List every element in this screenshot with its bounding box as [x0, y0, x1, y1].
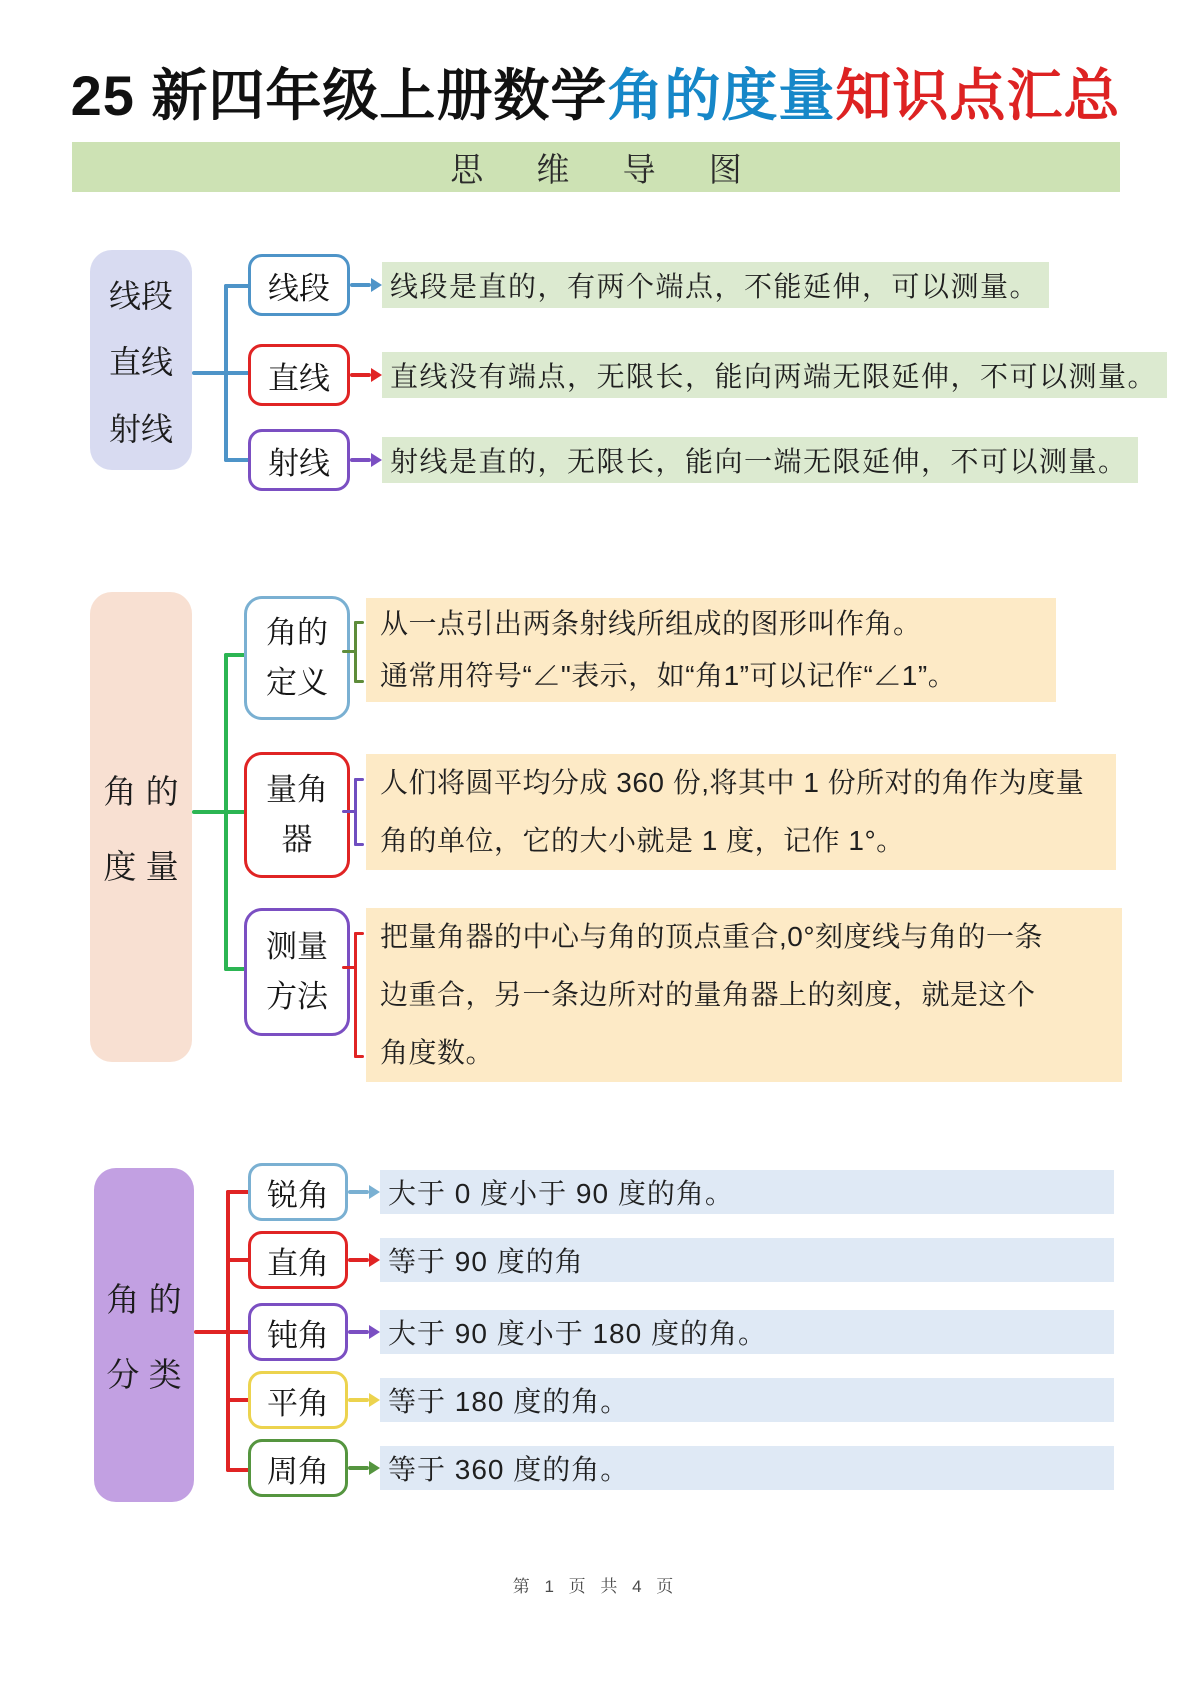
connector-line — [354, 621, 364, 624]
node-straight-angle: 平角 — [248, 1371, 348, 1429]
connector-line — [354, 932, 357, 1058]
branch-row-line-segment — [248, 257, 1049, 313]
arrow-icon — [350, 453, 382, 467]
title-part-black: 25 新四年级上册数学 — [70, 64, 608, 127]
page-footer: 第 1 页 共 4 页 — [512, 1577, 679, 1596]
description-measuring-method: 把量角器的中心与角的顶点重合,0°刻度线与角的一条 边重合，另一条边所对的量角器上的刻度，就是这个 角度数。 — [366, 908, 1122, 1082]
node-round-angle: 周角 — [248, 1439, 348, 1497]
branch-row-round-angle — [248, 1442, 1114, 1494]
connector-line — [226, 1468, 250, 1472]
description-acute-angle: 大于 0 度小于 90 度的角。 — [380, 1170, 1114, 1214]
connector-line — [354, 1055, 364, 1058]
connector-line — [192, 810, 248, 814]
title-part-blue: 角的度量 — [607, 64, 836, 127]
arrow-icon — [350, 278, 382, 292]
node-angle-definition: 角的 定义 — [244, 596, 350, 720]
connector-line — [194, 1330, 250, 1334]
node-right-angle: 直角 — [248, 1231, 348, 1289]
arrow-icon — [348, 1461, 380, 1475]
root-node-angle-classification: 角 的 分 类 — [94, 1168, 194, 1502]
root-node-angle-measurement: 角 的 度 量 — [90, 592, 192, 1062]
connector-line — [226, 1190, 250, 1194]
title-part-red: 知识点汇总 — [835, 64, 1121, 127]
node-protractor: 量角 器 — [244, 752, 350, 878]
description-ray: 射线是直的，无限长，能向一端无限延伸，不可以测量。 — [382, 437, 1138, 483]
connector-line — [224, 284, 250, 288]
description-obtuse-angle: 大于 90 度小于 180 度的角。 — [380, 1310, 1114, 1354]
node-ray: 射线 — [248, 429, 350, 491]
root-node-lines: 线段 直线 射线 — [90, 250, 192, 470]
branch-row-straight-angle — [248, 1374, 1114, 1426]
arrow-icon — [348, 1253, 380, 1267]
connector-line — [224, 458, 250, 462]
connector-line — [224, 653, 228, 971]
connector-line — [226, 1398, 250, 1402]
branch-row-straight-line — [248, 347, 1167, 403]
banner — [72, 142, 1120, 192]
connector-line — [226, 1258, 250, 1262]
connector-line — [354, 778, 364, 781]
node-obtuse-angle: 钝角 — [248, 1303, 348, 1361]
description-line-segment: 线段是直的，有两个端点，不能延伸，可以测量。 — [382, 262, 1049, 308]
description-straight-line: 直线没有端点，无限长，能向两端无限延伸，不可以测量。 — [382, 352, 1167, 398]
description-angle-definition: 从一点引出两条射线所组成的图形叫作角。 通常用符号“∠"表示，如“角1”可以记作“∠1”。 — [366, 598, 1056, 702]
description-right-angle: 等于 90 度的角 — [380, 1238, 1114, 1282]
connector-line — [354, 843, 364, 846]
description-straight-angle: 等于 180 度的角。 — [380, 1378, 1114, 1422]
connector-line — [354, 621, 357, 683]
branch-row-obtuse-angle — [248, 1306, 1114, 1358]
connector-line — [354, 680, 364, 683]
description-round-angle: 等于 360 度的角。 — [380, 1446, 1114, 1490]
branch-row-ray — [248, 432, 1138, 488]
arrow-icon — [348, 1325, 380, 1339]
arrow-icon — [348, 1185, 380, 1199]
arrow-icon — [350, 368, 382, 382]
connector-line — [354, 932, 364, 935]
node-line-segment: 线段 — [248, 254, 350, 316]
connector-line — [224, 284, 228, 462]
connector-line — [226, 1190, 230, 1472]
page-title — [0, 52, 1191, 132]
node-acute-angle: 锐角 — [248, 1163, 348, 1221]
branch-row-acute-angle — [248, 1166, 1114, 1218]
node-measuring-method: 测量 方法 — [244, 908, 350, 1036]
connector-line — [354, 778, 357, 846]
arrow-icon — [348, 1393, 380, 1407]
banner-label: 思 维 导 图 — [450, 150, 764, 188]
node-straight-line: 直线 — [248, 344, 350, 406]
branch-row-right-angle — [248, 1234, 1114, 1286]
description-protractor: 人们将圆平均分成 360 份,将其中 1 份所对的角作为度量 角的单位，它的大小就是 1 度，记作 1°。 — [366, 754, 1116, 870]
connector-line — [192, 371, 250, 375]
